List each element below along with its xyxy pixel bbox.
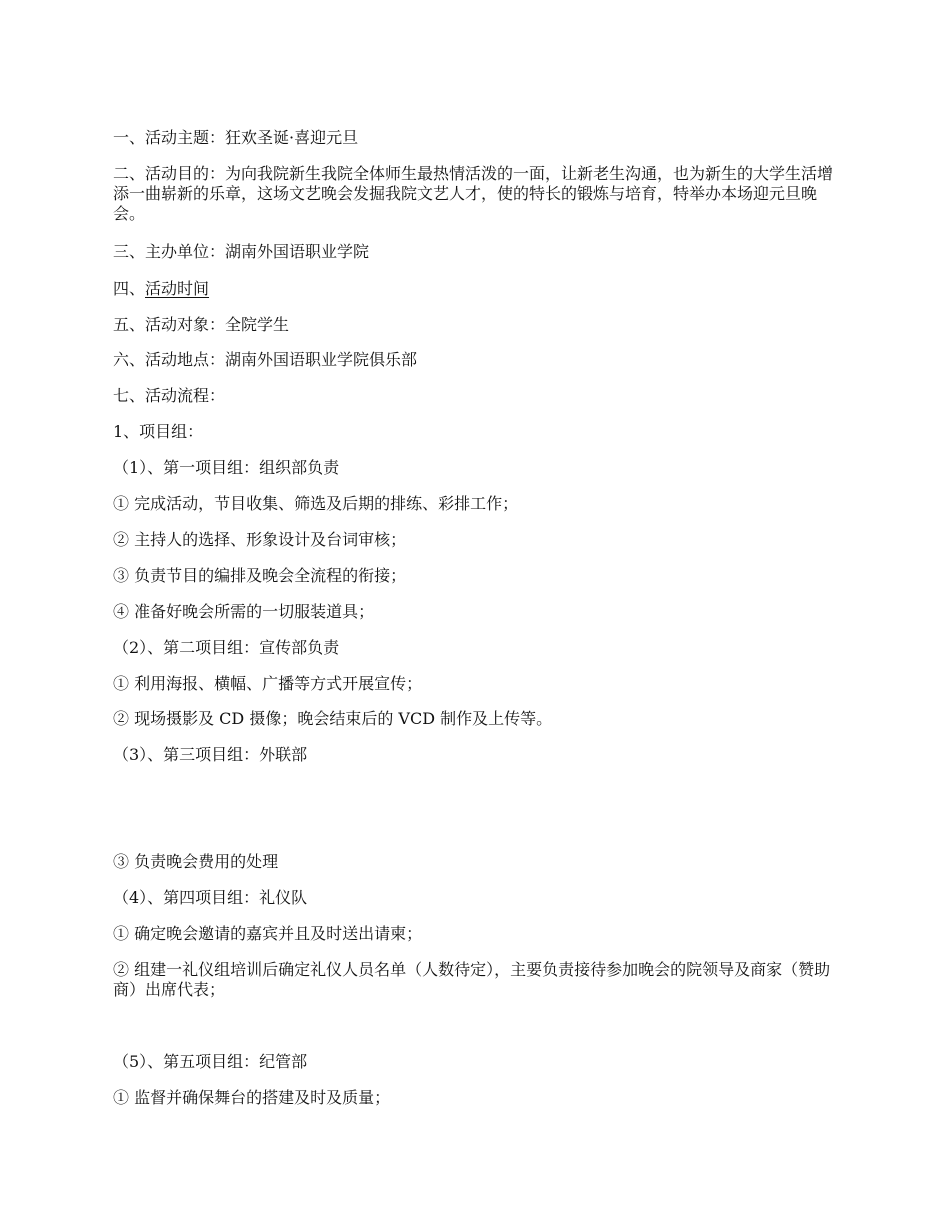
- activity-process: 七、活动流程：: [113, 386, 226, 405]
- group2-item-2: ② 现场摄影及 CD 摄像；晚会结束后的 VCD 制作及上传等。: [113, 709, 553, 728]
- activity-purpose: 二、活动目的：为向我院新生我院全体师生最热情活泼的一面，让新老生沟通，也为新生的大学生活增添一曲崭新的乐章，这场文艺晚会发掘我院文艺人才，使的特长的锻炼与培育，特举办本场迎元旦晚会。: [113, 164, 834, 223]
- activity-theme: 一、活动主题：狂欢圣诞·喜迎元旦: [113, 128, 359, 147]
- project-group-heading: 1、项目组：: [113, 422, 204, 441]
- group3-item-3: ③ 负责晚会费用的处理: [113, 852, 279, 871]
- project-group-5: （5）、第五项目组：纪管部: [113, 1052, 308, 1071]
- group1-item-4: ④ 准备好晚会所需的一切服装道具；: [113, 602, 375, 621]
- group4-item-1: ① 确定晚会邀请的嘉宾并且及时送出请柬；: [113, 924, 423, 943]
- group1-item-2: ② 主持人的选择、形象设计及台词审核；: [113, 530, 407, 549]
- group1-item-1: ① 完成活动，节目收集、筛选及后期的排练、彩排工作；: [113, 494, 519, 513]
- group5-item-1: ① 监督并确保舞台的搭建及时及质量；: [113, 1088, 391, 1107]
- project-group-4: （4）、第四项目组：礼仪队: [113, 888, 308, 907]
- project-group-2: （2）、第二项目组：宣传部负责: [113, 638, 340, 657]
- activity-location: 六、活动地点：湖南外国语职业学院俱乐部: [113, 350, 418, 369]
- activity-target: 五、活动对象：全院学生: [113, 315, 290, 334]
- project-group-1: （1）、第一项目组：组织部负责: [113, 458, 340, 477]
- activity-time-row: [113, 279, 843, 299]
- project-group-3: （3）、第三项目组：外联部: [113, 745, 308, 764]
- activity-time-link[interactable]: 活动时间: [145, 279, 210, 298]
- group4-item-2: ② 组建一礼仪组培训后确定礼仪人员名单（人数待定），主要负责接待参加晚会的院领导及商家（赞助商）出席代表；: [113, 960, 831, 999]
- activity-time-prefix: 四、: [113, 279, 146, 298]
- host-organization: 三、主办单位：湖南外国语职业学院: [113, 242, 370, 261]
- group1-item-3: ③ 负责节目的编排及晚会全流程的衔接；: [113, 566, 407, 585]
- group2-item-1: ① 利用海报、横幅、广播等方式开展宣传；: [113, 674, 423, 693]
